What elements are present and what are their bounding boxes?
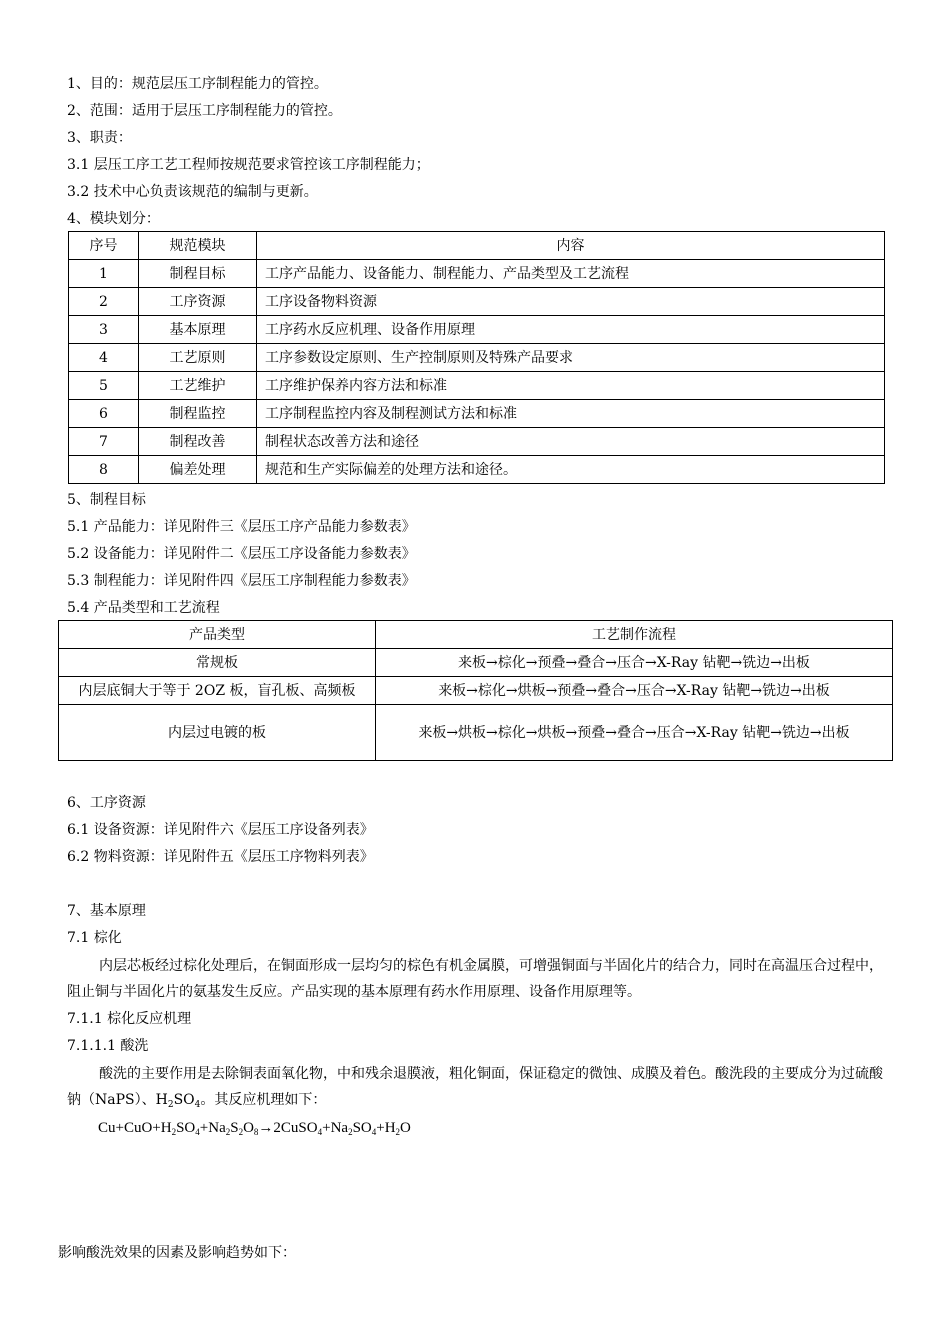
reaction-formula: $Cu+CuO+H_2SO_4+Na_2S_2O_8\to 2CuSO_4+Na_2SO_4+H_2O$: [98, 1120, 411, 1137]
header-cell: 产品类型: [59, 621, 376, 649]
table-row: [59, 649, 893, 677]
process-target-heading: 5、制程目标: [67, 492, 146, 508]
duty-3-2: 3.2 技术中心负责该规范的编制与更新。: [67, 184, 318, 200]
table-cell: 制程状态改善方法和途径: [257, 428, 885, 456]
flow-table: [58, 620, 893, 761]
header-cell: 内容: [257, 232, 885, 260]
table-cell: 工艺原则: [139, 344, 257, 372]
target-5-2: 5.2 设备能力：详见附件二《层压工序设备能力参数表》: [67, 546, 416, 562]
table-row: [69, 400, 885, 428]
browning-paragraph: 内层芯板经过棕化处理后，在铜面形成一层均匀的棕色有机金属膜，可增强铜面与半固化片的结合力，同时在高温压合过程中，阻止铜与半固化片的氨基发生反应。产品实现的基本原理有药水作用原理、设备作用原理等。: [67, 958, 883, 1000]
table-cell: 制程目标: [139, 260, 257, 288]
table-cell: 常规板: [59, 649, 376, 677]
purpose-line: 1、目的：规范层压工序制程能力的管控。: [67, 76, 328, 92]
module-table: [68, 231, 885, 484]
header-cell: 工艺制作流程: [376, 621, 893, 649]
principle-heading: 7、基本原理: [67, 903, 146, 919]
module-table-header: [69, 232, 885, 260]
table-row: [59, 705, 893, 761]
table-row: [69, 428, 885, 456]
table-cell: 1: [69, 260, 139, 288]
table-cell: 来板→棕化→烘板→预叠→叠合→压合→X-Ray 钻靶→铣边→出板: [376, 677, 893, 705]
duty-3-1: 3.1 层压工序工艺工程师按规范要求管控该工序制程能力；: [67, 157, 430, 173]
module-heading: 4、模块划分：: [67, 211, 160, 227]
table-cell: 工序参数设定原则、生产控制原则及特殊产品要求: [257, 344, 885, 372]
mechanism-heading: 7.1.1 棕化反应机理: [67, 1011, 192, 1027]
table-cell: 偏差处理: [139, 456, 257, 484]
table-row: [69, 456, 885, 484]
table-cell: 规范和生产实际偏差的处理方法和途径。: [257, 456, 885, 484]
table-cell: 6: [69, 400, 139, 428]
table-cell: 7: [69, 428, 139, 456]
table-cell: 工序产品能力、设备能力、制程能力、产品类型及工艺流程: [257, 260, 885, 288]
table-cell: 制程监控: [139, 400, 257, 428]
target-5-3: 5.3 制程能力：详见附件四《层压工序制程能力参数表》: [67, 573, 416, 589]
acid-wash-heading: 7.1.1.1 酸洗: [67, 1038, 149, 1054]
table-cell: 工序药水反应机理、设备作用原理: [257, 316, 885, 344]
browning-heading: 7.1 棕化: [67, 930, 122, 946]
acid-wash-paragraph: 酸洗的主要作用是去除铜表面氧化物，中和残余退膜液，粗化铜面，保证稳定的微蚀、成膜及着色。酸洗段的主要成分为过硫酸钠（NaPS）、$H_2SO_4$。其反应机理如下：: [67, 1066, 883, 1110]
table-row: [59, 677, 893, 705]
table-cell: 基本原理: [139, 316, 257, 344]
flow-table-header: [59, 621, 893, 649]
table-row: [69, 316, 885, 344]
header-cell: 序号: [69, 232, 139, 260]
table-cell: 4: [69, 344, 139, 372]
table-cell: 来板→棕化→预叠→叠合→压合→X-Ray 钻靶→铣边→出板: [376, 649, 893, 677]
table-cell: 来板→烘板→棕化→烘板→预叠→叠合→压合→X-Ray 钻靶→铣边→出板: [376, 705, 893, 761]
scope-line: 2、范围：适用于层压工序制程能力的管控。: [67, 103, 342, 119]
header-cell: 规范模块: [139, 232, 257, 260]
table-cell: 内层过电镀的板: [59, 705, 376, 761]
table-row: [69, 260, 885, 288]
table-cell: 工序制程监控内容及制程测试方法和标准: [257, 400, 885, 428]
table-cell: 2: [69, 288, 139, 316]
table-cell: 内层底铜大于等于 2OZ 板，盲孔板、高频板: [59, 677, 376, 705]
table-cell: 工序维护保养内容方法和标准: [257, 372, 885, 400]
target-5-4: 5.4 产品类型和工艺流程: [67, 600, 220, 616]
table-row: [69, 288, 885, 316]
table-cell: 3: [69, 316, 139, 344]
target-5-1: 5.1 产品能力：详见附件三《层压工序产品能力参数表》: [67, 519, 416, 535]
table-cell: 5: [69, 372, 139, 400]
table-cell: 8: [69, 456, 139, 484]
table-cell: 工序资源: [139, 288, 257, 316]
table-cell: 工序设备物料资源: [257, 288, 885, 316]
resource-6-1: 6.1 设备资源：详见附件六《层压工序设备列表》: [67, 822, 374, 838]
table-row: [69, 372, 885, 400]
table-cell: 工艺维护: [139, 372, 257, 400]
resource-6-2: 6.2 物料资源：详见附件五《层压工序物料列表》: [67, 849, 374, 865]
factors-line: 影响酸洗效果的因素及影响趋势如下：: [58, 1245, 296, 1261]
table-row: [69, 344, 885, 372]
duties-heading: 3、职责：: [67, 130, 132, 146]
resource-heading: 6、工序资源: [67, 795, 146, 811]
table-cell: 制程改善: [139, 428, 257, 456]
